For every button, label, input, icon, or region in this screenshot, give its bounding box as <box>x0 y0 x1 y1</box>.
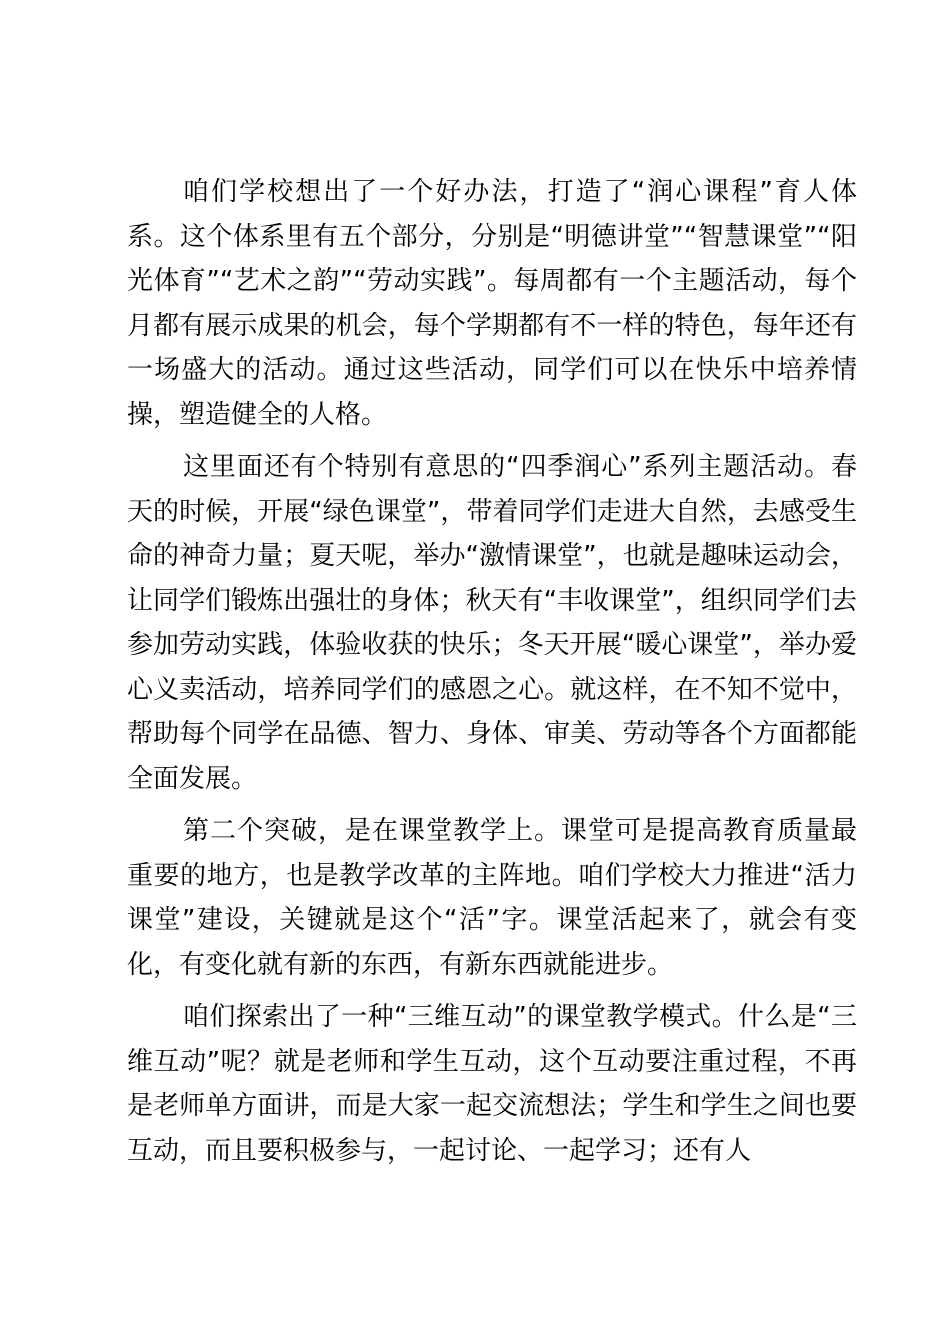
paragraph: 第二个突破，是在课堂教学上。课堂可是提高教育质量最重要的地方，也是教学改革的主阵地。咱们学校大力推进“活力课堂”建设，关键就是这个“活”字。课堂活起来了，就会有变化，有变化就有新的东西，有新东西就能进步。 <box>127 816 857 980</box>
paragraph: 咱们探索出了一种“三维互动”的课堂教学模式。什么是“三维互动”呢？就是老师和学生互动，这个互动要注重过程，不再是老师单方面讲，而是大家一起交流想法；学生和学生之间也要互动，而且要积极参与，一起讨论、一起学习；还有人 <box>127 1002 857 1166</box>
paragraph: 咱们学校想出了一个好办法，打造了“润心课程”育人体系。这个体系里有五个部分，分别是“明德讲堂”“智慧课堂”“阳光体育”“艺术之韵”“劳动实践”。每周都有一个主题活动，每个月都有展示成果的机会，每个学期都有不一样的特色，每年还有一场盛大的活动。通过这些活动，同学们可以在快乐中培养情操，塑造健全的人格。 <box>127 177 857 430</box>
document-body <box>127 170 857 1181</box>
paragraph: 这里面还有个特别有意思的“四季润心”系列主题活动。春天的时候，开展“绿色课堂”，带着同学们走进大自然，去感受生命的神奇力量；夏天呢，举办“激情课堂”，也就是趣味运动会，让同学们锻炼出强壮的身体；秋天有“丰收课堂”，组织同学们去参加劳动实践，体验收获的快乐；冬天开展“暖心课堂”，举办爱心义卖活动，培养同学们的感恩之心。就这样，在不知不觉中，帮助每个同学在品德、智力、身体、审美、劳动等各个方面都能全面发展。 <box>127 452 857 794</box>
